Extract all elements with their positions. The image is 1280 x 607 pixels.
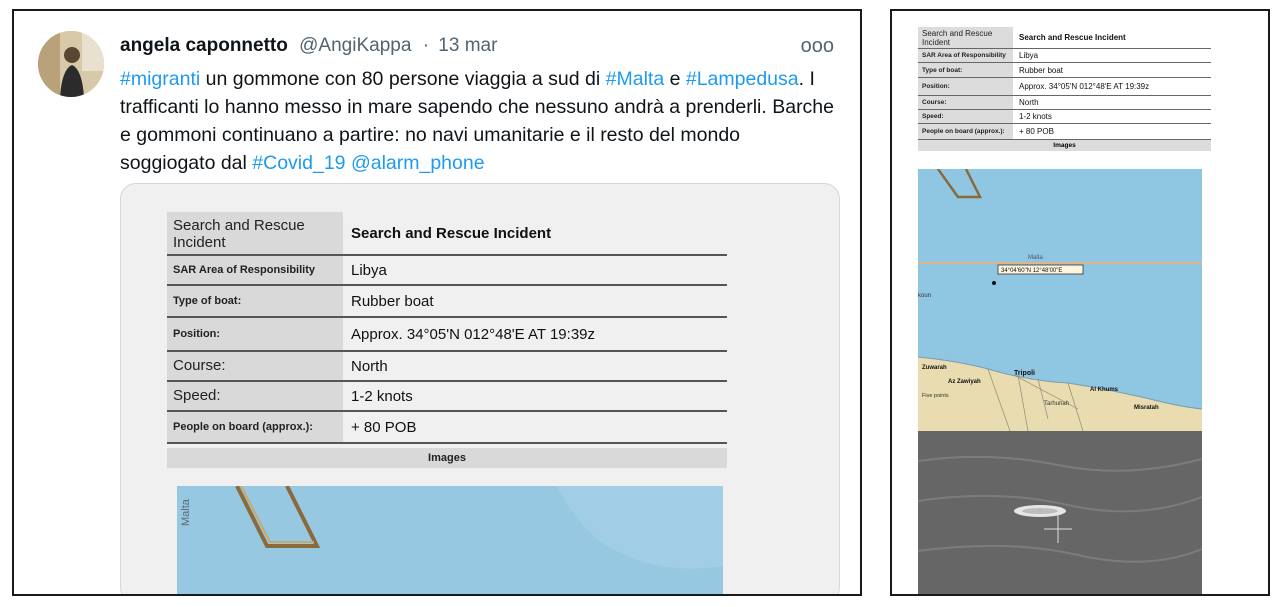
hashtag-link[interactable]: #Lampedusa: [685, 68, 799, 90]
incident-value: Approx. 34°05'N 012°48'E AT 19:39z: [1019, 82, 1150, 91]
incident-key: Search and Rescue Incident: [167, 212, 343, 254]
incident-value: North: [351, 357, 388, 375]
tweet-date[interactable]: 13 mar: [438, 35, 498, 56]
incident-key: Course:: [918, 96, 1013, 109]
incident-key: Position:: [918, 78, 1013, 95]
incident-key: Type of boat:: [918, 63, 1013, 77]
incident-key: Course:: [167, 352, 343, 380]
incident-value: 1-2 knots: [351, 387, 413, 405]
incident-key: People on board (approx.):: [167, 412, 343, 442]
map-label-five-points: Five points: [922, 393, 949, 399]
incident-row: [167, 212, 727, 256]
incident-key: Type of boat:: [167, 286, 343, 316]
incident-table: [167, 212, 727, 468]
map-label-az-zawiyah: Az Zawiyah: [948, 379, 981, 385]
tweet-text-segment: . I trafficanti lo hanno messo in mare sapendo che nessuno andrà a prenderli. Barche e gommoni continuano a partire: no navi umanitarie e il resto del mondo soggiogato dal: [120, 68, 834, 174]
incident-value: + 80 POB: [351, 418, 417, 436]
tweet-text-segment: un gommone con 80 persone viaggia a sud di: [200, 68, 606, 90]
tweet-text: [120, 65, 840, 177]
incident-row: [167, 286, 727, 318]
more-options-icon[interactable]: ooo: [800, 35, 834, 57]
tweet-text-segment: e: [664, 68, 686, 90]
incident-value: Libya: [1019, 51, 1039, 60]
incident-row: [167, 382, 727, 412]
avatar[interactable]: [38, 31, 104, 97]
map-label-malta: Malta: [180, 499, 192, 526]
incident-value: Search and Rescue Incident: [1019, 33, 1126, 42]
date-separator: ·: [422, 35, 430, 56]
hashtag-link[interactable]: @alarm_phone: [350, 152, 485, 174]
author-name[interactable]: angela caponnetto: [120, 35, 288, 56]
incident-key: SAR Area of Responsibility: [918, 49, 1013, 62]
aerial-photo: [918, 431, 1202, 596]
incident-key: Speed:: [167, 382, 343, 410]
incident-row: [918, 96, 1211, 110]
images-header: Images: [167, 448, 727, 468]
incident-row: [918, 124, 1211, 140]
hashtag-link[interactable]: #Malta: [605, 68, 665, 90]
incident-row: [167, 256, 727, 286]
incident-value: North: [1019, 98, 1039, 107]
incident-key: Search and Rescue Incident: [918, 27, 1013, 48]
incident-row: [167, 318, 727, 352]
document-panel: [890, 9, 1270, 596]
incident-value: 1-2 knots: [1019, 112, 1052, 121]
map-label-zuwarah: Zuwarah: [922, 365, 947, 371]
author-handle[interactable]: @AngiKappa: [299, 35, 412, 56]
incident-value: Search and Rescue Incident: [351, 224, 552, 242]
incident-value: Rubber boat: [351, 292, 434, 310]
incident-table-full: [918, 27, 1211, 151]
map-image-full: [918, 169, 1202, 431]
incident-value: Libya: [351, 261, 387, 279]
incident-key: Position:: [167, 318, 343, 350]
incident-row: [918, 110, 1211, 124]
map-coordinate-label: 34°04'60"N 12°48'00"E: [1001, 268, 1063, 274]
map-label-malta-full: Malta: [1028, 255, 1043, 261]
incident-row: [167, 352, 727, 382]
incident-key: Speed:: [918, 110, 1013, 123]
map-image: [177, 486, 723, 596]
incident-row: [918, 63, 1211, 78]
map-label-misratah: Misratah: [1134, 405, 1159, 411]
map-graphic-full: [918, 169, 1202, 431]
incident-value: Approx. 34°05'N 012°48'E AT 19:39z: [351, 325, 595, 343]
map-label-koun: koun: [918, 293, 932, 299]
incident-row: [918, 27, 1211, 49]
map-label-tarhunah: Tarhunah: [1044, 401, 1070, 407]
attached-image-card[interactable]: [120, 183, 840, 596]
incident-value: Rubber boat: [1019, 65, 1064, 75]
map-label-al-khums: Al Khums: [1090, 387, 1119, 393]
images-header: Images: [918, 140, 1211, 151]
map-label-tripoli: Tripoli: [1014, 370, 1035, 377]
incident-key: People on board (approx.):: [918, 124, 1013, 139]
map-graphic: [177, 486, 723, 596]
incident-row: [167, 412, 727, 444]
tweet-panel: [12, 9, 862, 596]
incident-key: SAR Area of Responsibility: [167, 256, 343, 284]
avatar-photo-icon: [38, 31, 104, 97]
boat-photo-icon: [918, 431, 1202, 596]
incident-value: + 80 POB: [1019, 127, 1054, 136]
hashtag-link[interactable]: #migranti: [120, 68, 201, 90]
incident-row: [918, 78, 1211, 96]
hashtag-link[interactable]: #Covid_19: [252, 152, 346, 174]
incident-row: [918, 49, 1211, 63]
tweet-header: [120, 35, 497, 57]
